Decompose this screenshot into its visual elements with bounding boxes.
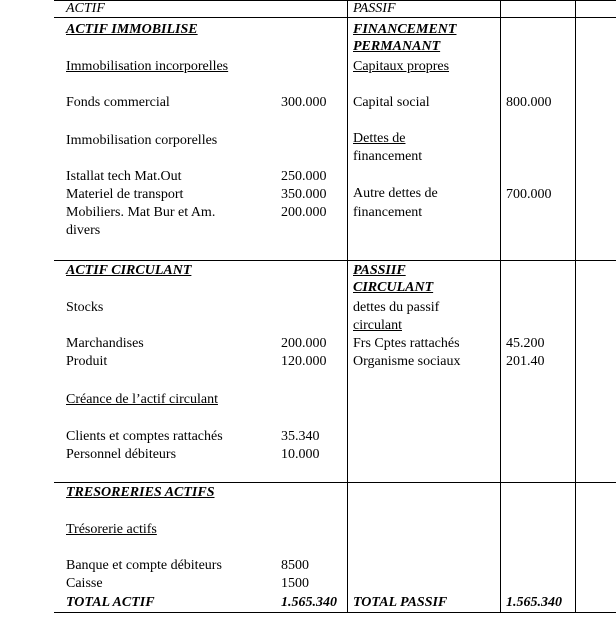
section-divider-1 — [54, 260, 616, 261]
capital-social-value: 800.000 — [506, 95, 552, 110]
tresorerie-actifs-subtitle: Trésorerie actifs — [66, 522, 157, 537]
total-passif-label: TOTAL PASSIF — [353, 595, 448, 610]
immobilisation-incorporelles-title: Immobilisation incorporelles — [66, 59, 229, 74]
header-row-border — [54, 17, 616, 18]
marchandises-value: 200.000 — [281, 336, 327, 351]
dettes-financement-title-line2: financement — [353, 149, 423, 164]
organisme-sociaux-value: 201.40 — [506, 354, 545, 369]
table-bottom-border — [54, 612, 616, 613]
header-passif: PASSIF — [353, 1, 396, 16]
clients-label: Clients et comptes rattachés — [66, 429, 223, 444]
stocks-title: Stocks — [66, 300, 104, 315]
total-actif-value: 1.565.340 — [281, 595, 337, 610]
istallat-tech-value: 250.000 — [281, 169, 327, 184]
autre-dettes-value: 700.000 — [506, 187, 552, 202]
total-actif-label: TOTAL ACTIF — [66, 595, 155, 610]
banque-label: Banque et compte débiteurs — [66, 558, 222, 573]
financement-permanant-title-line1: FINANCEMENT — [353, 22, 457, 37]
passif-circulant-title-line1: PASSIIF — [353, 263, 406, 278]
autre-dettes-label-line1: Autre dettes de — [353, 186, 438, 201]
mobiliers-label: Mobiliers. Mat Bur et Am. — [66, 205, 216, 220]
mobiliers-value: 200.000 — [281, 205, 327, 220]
produit-value: 120.000 — [281, 354, 327, 369]
actif-circulant-title: ACTIF CIRCULANT — [66, 263, 192, 278]
tresoreries-actifs-title: TRESORERIES ACTIFS — [66, 485, 215, 500]
financement-permanant-title-line2: PERMANANT — [353, 39, 441, 54]
mobiliers-label-line2: divers — [66, 223, 101, 238]
personnel-debiteurs-label: Personnel débiteurs — [66, 447, 177, 462]
clients-value: 35.340 — [281, 429, 320, 444]
produit-label: Produit — [66, 354, 108, 369]
organisme-sociaux-label: Organisme sociaux — [353, 354, 461, 369]
materiel-transport-label: Materiel de transport — [66, 187, 184, 202]
actif-immobilise-title: ACTIF IMMOBILISE — [66, 22, 198, 37]
table-top-border — [54, 0, 616, 1]
personnel-debiteurs-value: 10.000 — [281, 447, 320, 462]
istallat-tech-label: Istallat tech Mat.Out — [66, 169, 182, 184]
fonds-commercial-value: 300.000 — [281, 95, 327, 110]
frs-cptes-value: 45.200 — [506, 336, 545, 351]
column-divider-right — [575, 0, 576, 613]
column-divider-passif-values — [500, 0, 501, 613]
banque-value: 8500 — [281, 558, 309, 573]
header-actif: ACTIF — [66, 1, 105, 16]
dettes-passif-circulant-line1: dettes du passif — [353, 300, 440, 315]
capitaux-propres-title: Capitaux propres — [353, 59, 450, 74]
passif-circulant-title-line2: CIRCULANT — [353, 280, 434, 295]
creance-actif-circulant-title: Créance de l’actif circulant — [66, 392, 218, 407]
materiel-transport-value: 350.000 — [281, 187, 327, 202]
immobilisation-corporelles-title: Immobilisation corporelles — [66, 133, 218, 148]
caisse-label: Caisse — [66, 576, 103, 591]
dettes-passif-circulant-line2: circulant — [353, 318, 402, 333]
marchandises-label: Marchandises — [66, 336, 144, 351]
caisse-value: 1500 — [281, 576, 309, 591]
capital-social-label: Capital social — [353, 95, 430, 110]
total-passif-value: 1.565.340 — [506, 595, 562, 610]
dettes-financement-title-line1: Dettes de — [353, 131, 406, 146]
column-divider-actif — [347, 0, 348, 613]
frs-cptes-label: Frs Cptes rattachés — [353, 336, 460, 351]
section-divider-2 — [54, 482, 616, 483]
autre-dettes-label-line2: financement — [353, 205, 423, 220]
fonds-commercial-label: Fonds commercial — [66, 95, 170, 110]
